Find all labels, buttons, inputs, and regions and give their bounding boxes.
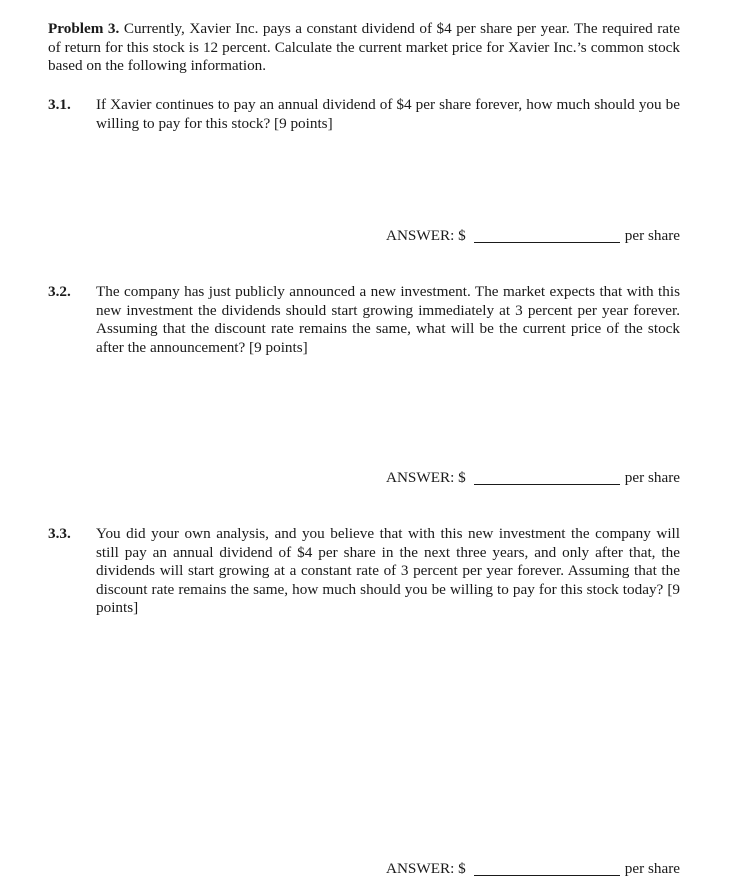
question-text: You did your own analysis, and you believe that with this new investment the company will still pay an annual dividend of $4 per share in the next three years, and only after that, the dividends will start growing at a constant rate of 3 percent per year forever. Assuming that the discount rate remains the same, how much should you be willing to pay for this stock today? [9 points] <box>96 525 680 616</box>
answer-label: ANSWER: $ <box>386 860 466 877</box>
question-3-3 <box>48 525 680 618</box>
problem-text: Currently, Xavier Inc. pays a constant dividend of $4 per share per year. The required rate of return for this stock is 12 percent. Calculate the current market price for Xavier Inc.’s common stock based on the following information. <box>48 20 680 74</box>
answer-blank[interactable] <box>474 484 620 485</box>
answer-label: ANSWER: $ <box>386 227 466 244</box>
question-number: 3.1. <box>48 96 71 113</box>
answer-line-3-1 <box>386 226 680 246</box>
answer-unit: per share <box>624 469 680 486</box>
answer-unit: per share <box>624 227 680 244</box>
answer-label: ANSWER: $ <box>386 469 466 486</box>
answer-unit: per share <box>624 860 680 877</box>
answer-line-3-2 <box>386 468 680 488</box>
question-text: The company has just publicly announced a new investment. The market expects that with this new investment the dividends should start growing immediately at 3 percent per year forever. Assuming that the discount rate remains the same, what will be the current price of the stock after the announcement? [9 points] <box>96 283 680 356</box>
question-3-1 <box>48 96 680 133</box>
question-text: If Xavier continues to pay an annual dividend of $4 per share forever, how much should you be willing to pay for this stock? [9 points] <box>96 96 680 132</box>
answer-line-3-3 <box>386 859 680 879</box>
answer-blank[interactable] <box>474 242 620 243</box>
question-3-2 <box>48 283 680 357</box>
problem-intro <box>48 20 680 76</box>
problem-label: Problem 3. <box>48 20 120 37</box>
question-number: 3.3. <box>48 525 71 542</box>
answer-blank[interactable] <box>474 875 620 876</box>
question-number: 3.2. <box>48 283 71 300</box>
